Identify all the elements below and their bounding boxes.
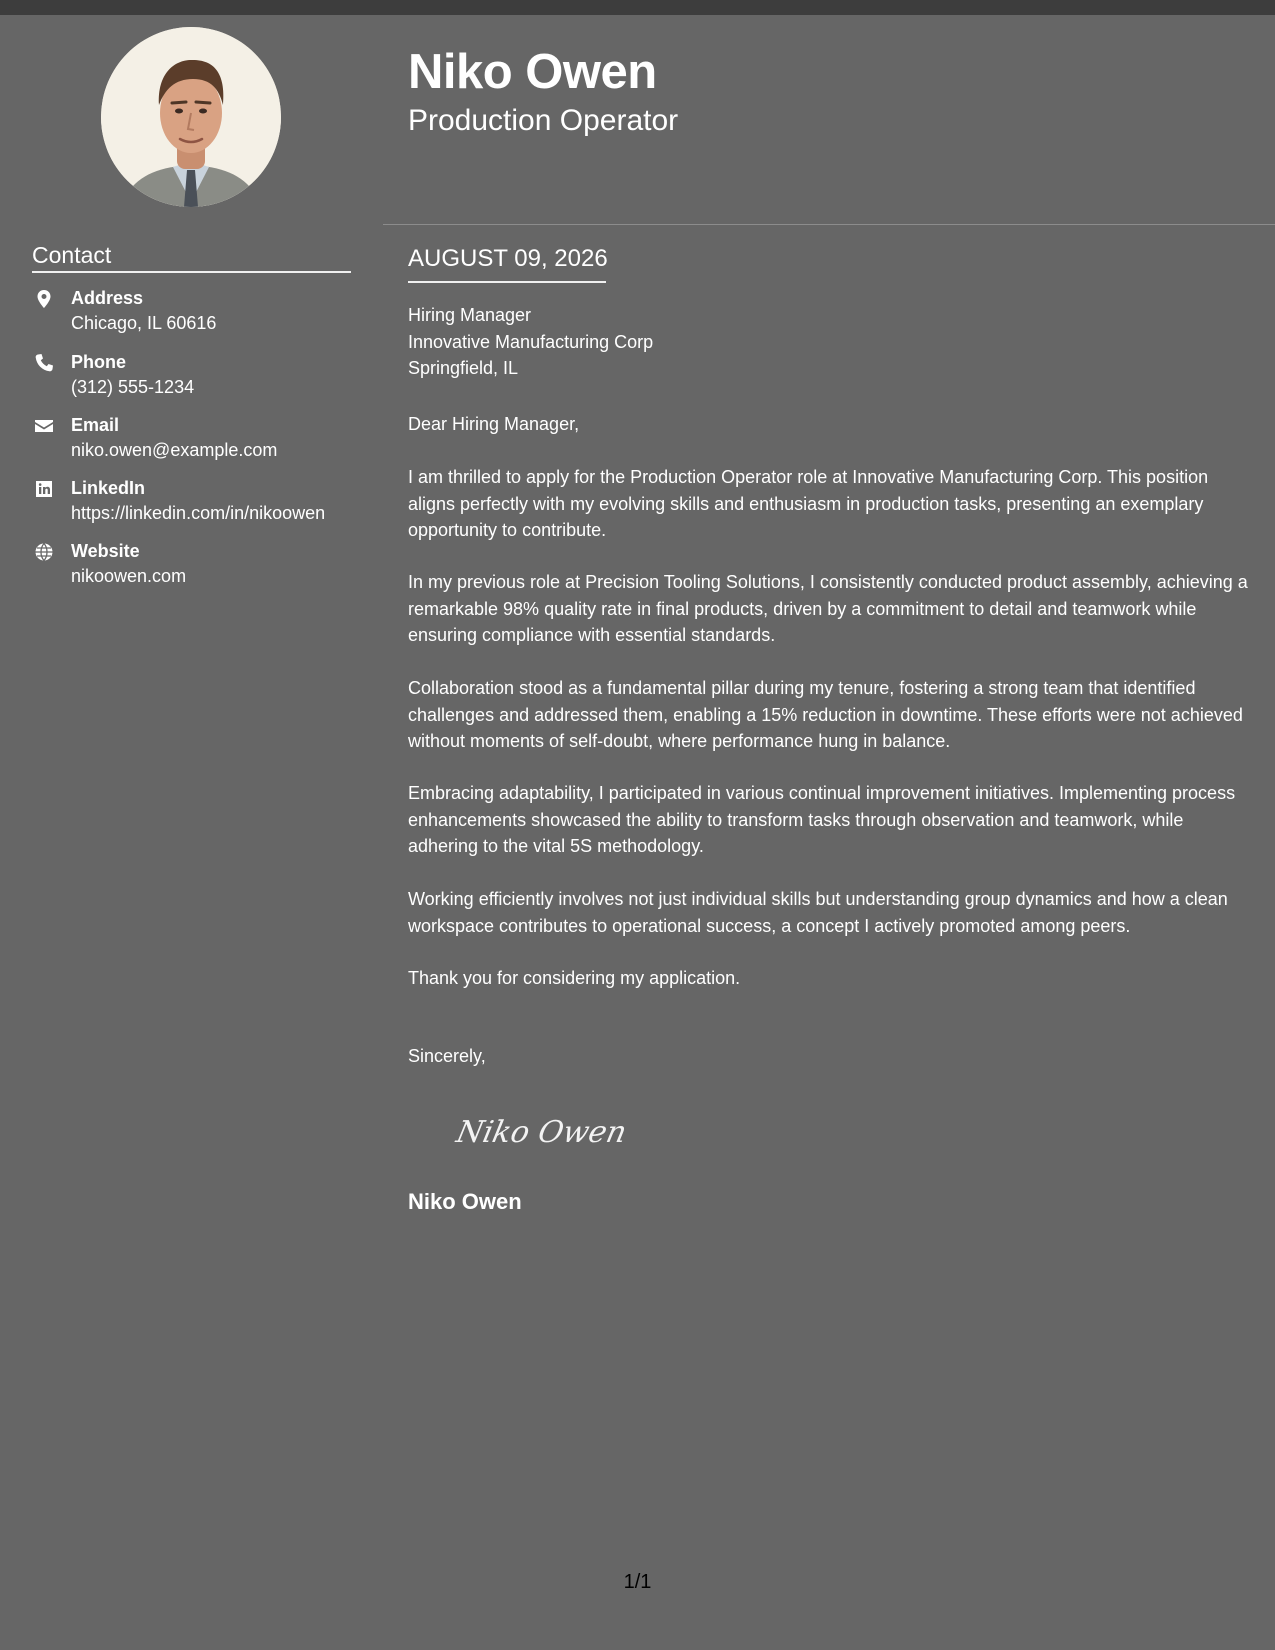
signature-text: Niko Owen <box>453 1115 630 1150</box>
website-value[interactable]: nikoowen.com <box>71 566 187 586</box>
address-value: Chicago, IL 60616 <box>71 313 217 333</box>
body-paragraph: Embracing adaptability, I participated in various continual improvement initiatives. Implementing process enhancements showcased the ability to transform tasks through observation and teamwork, while adhering to the vital 5S methodology. <box>408 783 1236 856</box>
globe-icon <box>34 542 54 562</box>
linkedin-icon <box>34 479 54 499</box>
phone-icon <box>34 353 54 373</box>
job-title: Production Operator <box>408 104 679 137</box>
recipient-block <box>408 302 653 382</box>
salutation: Dear Hiring Manager, <box>408 414 580 434</box>
phone-value: (312) 555-1234 <box>71 377 195 397</box>
contact-label: Address <box>71 288 144 308</box>
letter-date: AUGUST 09, 2026 <box>408 245 608 272</box>
envelope-icon <box>34 416 54 436</box>
contact-label: LinkedIn <box>71 478 146 498</box>
header-divider <box>383 224 1275 225</box>
contact-heading: Contact <box>32 242 112 268</box>
contact-label: Email <box>71 415 120 435</box>
body-paragraph: In my previous role at Precision Tooling Solutions, I consistently conducted product assembly, achieving a remarkable 98% quality rate in final products, driven by a commitment to detail and teamwork while ensuring compliance with essential standards. <box>408 572 1248 645</box>
contact-divider <box>32 271 351 273</box>
location-pin-icon <box>34 289 54 309</box>
body-paragraph: Working efficiently involves not just individual skills but understanding group dynamics and how a clean workspace contributes to operational success, a concept I actively promoted among peers. <box>408 889 1228 936</box>
applicant-name: Niko Owen <box>408 45 657 99</box>
recipient-line: Springfield, IL <box>408 358 519 378</box>
contact-label: Phone <box>71 352 127 372</box>
body-paragraph: Thank you for considering my application. <box>408 968 741 988</box>
date-underline <box>408 281 606 283</box>
contact-label: Website <box>71 541 140 561</box>
recipient-line: Innovative Manufacturing Corp <box>408 331 654 352</box>
profile-photo <box>101 27 281 207</box>
handwritten-signature <box>452 1100 632 1160</box>
body-paragraph: I am thrilled to apply for the Production Operator role at Innovative Manufacturing Corp. This position aligns perfectly with my evolving skills and enthusiasm in production tasks, presenting an exemplary opportunity to contribute. <box>408 467 1209 540</box>
page-number: 1/1 <box>623 1571 652 1593</box>
recipient-line: Hiring Manager <box>408 305 532 325</box>
body-paragraph: Collaboration stood as a fundamental pillar during my tenure, fostering a strong team that identified challenges and addressed them, enabling a 15% reduction in downtime. These efforts were not achieved without moments of self-doubt, where performance hung in balance. <box>408 678 1243 751</box>
top-bar <box>0 0 1275 15</box>
signer-name: Niko Owen <box>408 1189 522 1214</box>
linkedin-value[interactable]: https://linkedin.com/in/nikoowen <box>71 503 326 523</box>
closing: Sincerely, <box>408 1046 486 1066</box>
email-value[interactable]: niko.owen@example.com <box>71 440 278 460</box>
